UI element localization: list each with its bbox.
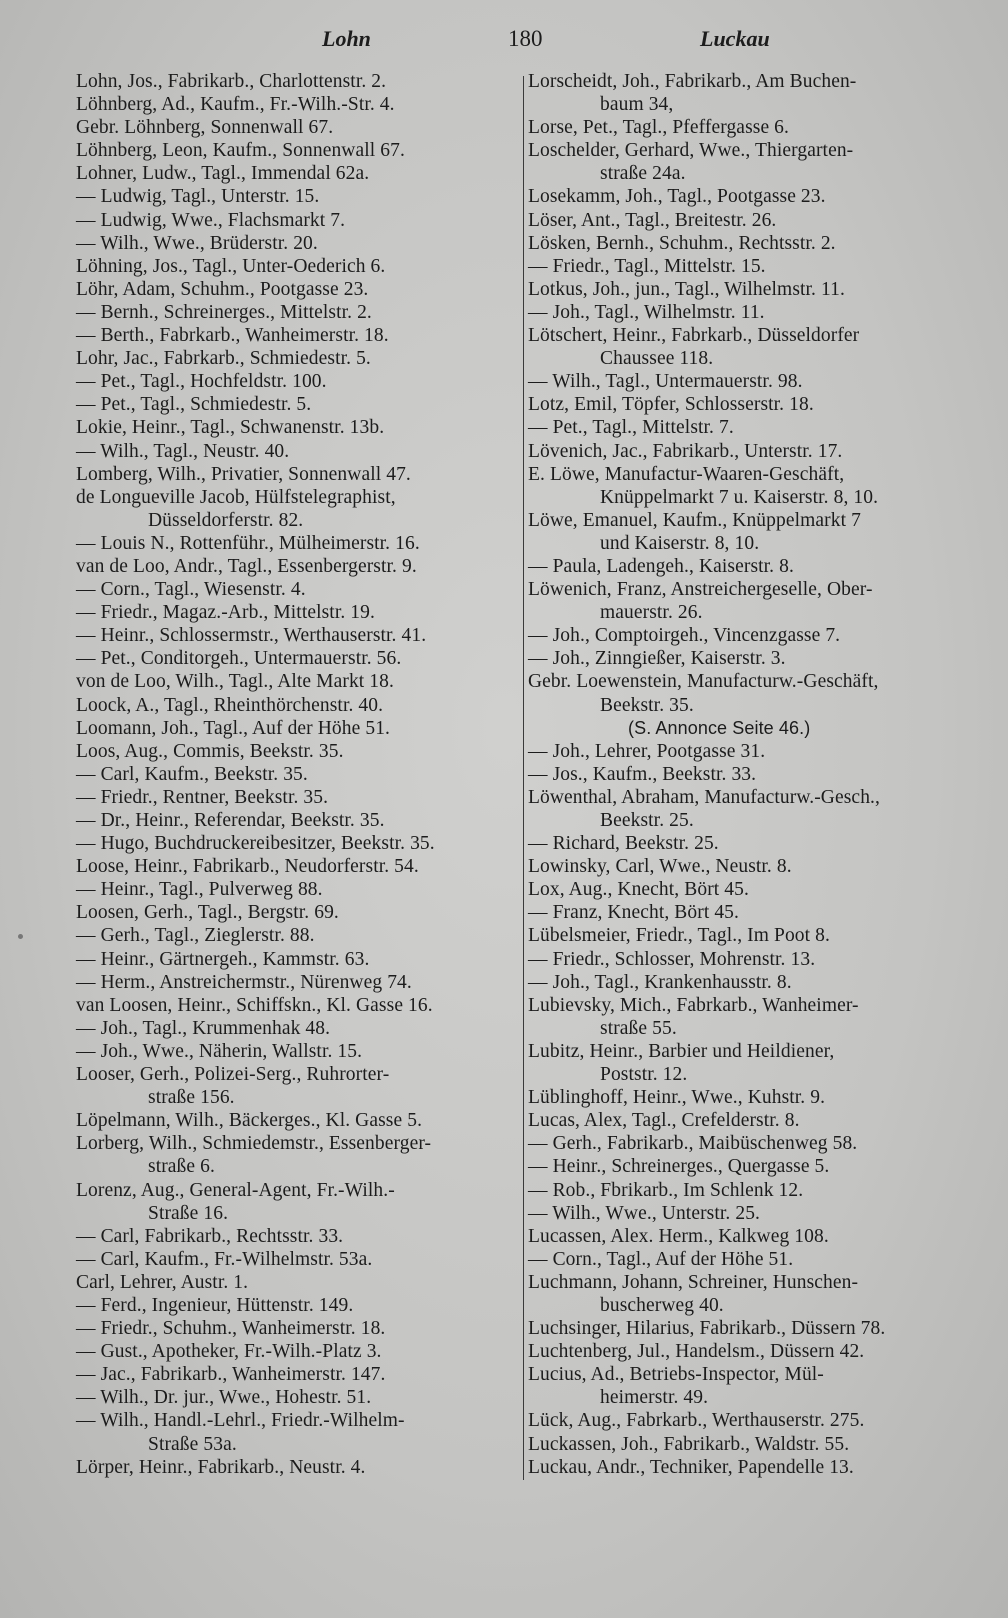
directory-entry-line: — Carl, Fabrikarb., Rechtsstr. 33.: [76, 1225, 344, 1247]
left-column: [76, 70, 501, 1479]
directory-entry-line: Löwenich, Franz, Anstreichergeselle, Ober-: [528, 579, 873, 601]
entry-continuation-line: und Kaiserstr. 8, 10.: [600, 532, 760, 554]
directory-entry-line: — Heinr., Schreinerges., Quergasse 5.: [528, 1156, 830, 1178]
directory-entry-line: Luckau, Andr., Techniker, Papendelle 13.: [528, 1456, 854, 1478]
directory-entry-line: Lomberg, Wilh., Privatier, Sonnenwall 47.: [76, 463, 411, 485]
directory-entry-line: Lubitz, Heinr., Barbier und Heildiener,: [528, 1040, 835, 1062]
left-catchword: Lohn: [322, 26, 371, 51]
directory-entry-line: Löser, Ant., Tagl., Breitestr. 26.: [528, 209, 777, 231]
entry-continuation-line: Straße 53a.: [148, 1433, 237, 1455]
entry-continuation-line: straße 55.: [600, 1017, 677, 1039]
directory-entry-line: — Joh., Wwe., Näherin, Wallstr. 15.: [76, 1040, 363, 1062]
entry-continuation-line: Straße 16.: [148, 1202, 229, 1224]
directory-entry-line: Lucius, Ad., Betriebs-Inspector, Mül-: [528, 1364, 824, 1386]
entry-continuation-line: straße 24a.: [600, 163, 686, 185]
column-divider: [523, 76, 524, 1480]
directory-entry-line: — Friedr., Rentner, Beekstr. 35.: [76, 786, 329, 808]
entry-continuation-line: straße 6.: [148, 1156, 215, 1178]
directory-entry-line: — Pet., Tagl., Hochfeldstr. 100.: [76, 371, 327, 393]
directory-entry-line: Lubievsky, Mich., Fabrkarb., Wanheimer-: [528, 994, 859, 1016]
directory-entry-line: Losekamm, Joh., Tagl., Pootgasse 23.: [528, 186, 826, 208]
entry-continuation-line: Düsseldorferstr. 82.: [148, 509, 304, 531]
directory-entry-line: Lucas, Alex, Tagl., Crefelderstr. 8.: [528, 1110, 800, 1132]
directory-entry-line: Lorenz, Aug., General-Agent, Fr.-Wilh.-: [76, 1179, 395, 1201]
entry-continuation-line: mauerstr. 26.: [600, 602, 703, 624]
directory-entry-line: — Carl, Kaufm., Beekstr. 35.: [76, 763, 308, 785]
directory-entry-line: — Bernh., Schreinerges., Mittelstr. 2.: [76, 301, 372, 323]
directory-entry-line: — Louis N., Rottenführ., Mülheimerstr. 16.: [76, 532, 420, 554]
directory-entry-line: Loock, A., Tagl., Rheinthörchenstr. 40.: [76, 694, 384, 716]
directory-entry-line: Lohn, Jos., Fabrikarb., Charlottenstr. 2.: [76, 71, 387, 92]
directory-entry-line: Lorscheidt, Joh., Fabrikarb., Am Buchen-: [528, 71, 857, 92]
directory-entry-line: — Friedr., Magaz.-Arb., Mittelstr. 19.: [76, 602, 375, 624]
directory-entry-line: E. Löwe, Manufactur-Waaren-Geschäft,: [528, 463, 845, 485]
directory-entry-line: Lotz, Emil, Töpfer, Schlosserstr. 18.: [528, 394, 814, 416]
directory-entry-line: — Wilh., Tagl., Untermauerstr. 98.: [528, 371, 803, 393]
directory-entry-line: Löwenthal, Abraham, Manufacturw.-Gesch.,: [528, 786, 880, 808]
annotation-line: (S. Annonce Seite 46.): [628, 717, 811, 738]
directory-entry-line: van Loosen, Heinr., Schiffskn., Kl. Gasse 16.: [76, 994, 433, 1016]
directory-entry-line: — Franz, Knecht, Bört 45.: [528, 902, 740, 924]
right-column: [528, 70, 958, 1479]
directory-entry-line: — Friedr., Schuhm., Wanheimerstr. 18.: [76, 1318, 386, 1340]
directory-entry-line: — Paula, Ladengeh., Kaiserstr. 8.: [528, 555, 794, 577]
directory-entry-line: Lövenich, Jac., Fabrikarb., Unterstr. 17.: [528, 440, 843, 462]
directory-entry-line: — Heinr., Gärtnergeh., Kammstr. 63.: [76, 948, 370, 970]
directory-entry-line: Lück, Aug., Fabrkarb., Werthauserstr. 275.: [528, 1410, 865, 1432]
directory-entry-line: — Dr., Heinr., Referendar, Beekstr. 35.: [76, 810, 385, 831]
directory-entry-line: Löhr, Adam, Schuhm., Pootgasse 23.: [76, 278, 369, 300]
directory-entry-line: — Jac., Fabrikarb., Wanheimerstr. 147.: [76, 1364, 386, 1386]
directory-entry-line: Luckassen, Joh., Fabrikarb., Waldstr. 55.: [528, 1433, 850, 1455]
directory-entry-line: Löhnberg, Leon, Kaufm., Sonnenwall 67.: [76, 140, 405, 162]
entry-continuation-line: Poststr. 12.: [600, 1064, 688, 1086]
directory-entry-line: Lorberg, Wilh., Schmiedemstr., Essenberger-: [76, 1133, 432, 1155]
directory-entry-line: — Wilh., Wwe., Unterstr. 25.: [528, 1202, 761, 1224]
entry-continuation-line: Beekstr. 25.: [600, 810, 694, 831]
directory-entry-line: — Gerh., Tagl., Zieglerstr. 88.: [76, 925, 315, 947]
directory-entry-line: — Pet., Conditorgeh., Untermauerstr. 56.: [76, 648, 402, 670]
directory-entry-line: Lösken, Bernh., Schuhm., Rechtsstr. 2.: [528, 232, 836, 254]
directory-entry-line: — Carl, Kaufm., Fr.-Wilhelmstr. 53a.: [76, 1248, 373, 1270]
directory-entry-line: — Wilh., Wwe., Brüderstr. 20.: [76, 232, 318, 254]
directory-entry-line: Looser, Gerh., Polizei-Serg., Ruhrorter-: [76, 1064, 390, 1086]
directory-entry-line: Carl, Lehrer, Austr. 1.: [76, 1271, 249, 1293]
directory-entry-line: — Ludwig, Wwe., Flachsmarkt 7.: [76, 209, 346, 231]
entry-continuation-line: Chaussee 118.: [600, 348, 714, 370]
directory-entry-line: — Joh., Tagl., Krankenhausstr. 8.: [528, 971, 792, 993]
directory-entry-line: — Pet., Tagl., Mittelstr. 7.: [528, 417, 734, 439]
directory-entry-line: — Pet., Tagl., Schmiedestr. 5.: [76, 394, 312, 416]
directory-entry-line: — Joh., Lehrer, Pootgasse 31.: [528, 740, 766, 762]
directory-entry-line: Gebr. Loewenstein, Manufacturw.-Geschäft,: [528, 671, 879, 693]
directory-entry-line: — Joh., Tagl., Krummenhak 48.: [76, 1017, 331, 1039]
directory-entry-line: Lucassen, Alex. Herm., Kalkweg 108.: [528, 1225, 829, 1247]
entry-continuation-line: Knüppelmarkt 7 u. Kaiserstr. 8, 10.: [600, 486, 879, 508]
directory-entry-line: — Corn., Tagl., Wiesenstr. 4.: [76, 579, 306, 601]
directory-entry-line: van de Loo, Andr., Tagl., Essenbergerstr. 9.: [76, 555, 417, 577]
paper-speck: [18, 934, 23, 939]
directory-entry-line: Lorse, Pet., Tagl., Pfeffergasse 6.: [528, 117, 789, 139]
directory-entry-line: — Friedr., Schlosser, Mohrenstr. 13.: [528, 948, 816, 970]
entry-continuation-line: straße 156.: [148, 1087, 235, 1109]
directory-entry-line: Loose, Heinr., Fabrikarb., Neudorferstr. 54.: [76, 856, 419, 878]
directory-entry-line: Lox, Aug., Knecht, Bört 45.: [528, 879, 749, 901]
directory-entry-line: von de Loo, Wilh., Tagl., Alte Markt 18.: [76, 671, 394, 693]
entry-continuation-line: Beekstr. 35.: [600, 694, 694, 716]
directory-entry-line: — Richard, Beekstr. 25.: [528, 833, 719, 855]
entry-continuation-line: heimerstr. 49.: [600, 1387, 709, 1409]
directory-entry-line: — Joh., Comptoirgeh., Vincenzgasse 7.: [528, 625, 841, 647]
directory-entry-line: — Heinr., Tagl., Pulverweg 88.: [76, 879, 323, 901]
directory-entry-line: — Wilh., Dr. jur., Wwe., Hohestr. 51.: [76, 1387, 372, 1409]
directory-entry-line: Lüblinghoff, Heinr., Wwe., Kuhstr. 9.: [528, 1087, 826, 1109]
directory-entry-line: — Friedr., Tagl., Mittelstr. 15.: [528, 255, 766, 277]
directory-entry-line: Lohner, Ludw., Tagl., Immendal 62a.: [76, 163, 370, 185]
directory-entry-line: — Wilh., Tagl., Neustr. 40.: [76, 440, 290, 462]
directory-entry-line: Loomann, Joh., Tagl., Auf der Höhe 51.: [76, 717, 391, 739]
directory-entry-line: — Heinr., Schlossermstr., Werthauserstr. 41.: [76, 625, 427, 647]
directory-entry-line: Löwe, Emanuel, Kaufm., Knüppelmarkt 7: [528, 509, 861, 531]
entry-continuation-line: buscherweg 40.: [600, 1294, 724, 1316]
directory-entry-line: Loos, Aug., Commis, Beekstr. 35.: [76, 740, 344, 762]
directory-entry-line: Lowinsky, Carl, Wwe., Neustr. 8.: [528, 856, 792, 878]
entry-continuation-line: baum 34,: [600, 94, 674, 116]
directory-entry-line: — Rob., Fbrikarb., Im Schlenk 12.: [528, 1179, 804, 1201]
directory-entry-line: — Corn., Tagl., Auf der Höhe 51.: [528, 1248, 794, 1270]
directory-entry-line: Lötschert, Heinr., Fabrkarb., Düsseldorfer: [528, 325, 860, 347]
directory-entry-line: Lübelsmeier, Friedr., Tagl., Im Poot 8.: [528, 925, 830, 947]
directory-entry-line: Loosen, Gerh., Tagl., Bergstr. 69.: [76, 902, 339, 924]
directory-entry-line: — Berth., Fabrkarb., Wanheimerstr. 18.: [76, 325, 389, 347]
directory-entry-line: Luchsinger, Hilarius, Fabrikarb., Düssern 78.: [528, 1318, 886, 1340]
directory-entry-line: Loschelder, Gerhard, Wwe., Thiergarten-: [528, 140, 854, 162]
page-number: 180: [508, 26, 543, 51]
directory-entry-line: Lokie, Heinr., Tagl., Schwanenstr. 13b.: [76, 417, 385, 439]
directory-entry-line: — Herm., Anstreichermstr., Nürenweg 74.: [76, 971, 412, 993]
directory-entry-line: — Wilh., Handl.-Lehrl., Friedr.-Wilhelm-: [76, 1410, 405, 1432]
directory-entry-line: Löhning, Jos., Tagl., Unter-Oederich 6.: [76, 255, 386, 277]
directory-entry-line: de Longueville Jacob, Hülfstelegraphist,: [76, 486, 396, 508]
right-catchword: Luckau: [700, 26, 770, 51]
directory-entry-line: Luchtenberg, Jul., Handelsm., Düssern 42.: [528, 1341, 865, 1363]
directory-entry-line: Lohr, Jac., Fabrkarb., Schmiedestr. 5.: [76, 348, 371, 370]
directory-entry-line: — Gerh., Fabrikarb., Maibüschenweg 58.: [528, 1133, 858, 1155]
directory-entry-line: Luchmann, Johann, Schreiner, Hunschen-: [528, 1271, 859, 1293]
directory-entry-line: — Jos., Kaufm., Beekstr. 33.: [528, 763, 757, 785]
directory-entry-line: — Gust., Apotheker, Fr.-Wilh.-Platz 3.: [76, 1341, 382, 1363]
directory-entry-line: Gebr. Löhnberg, Sonnenwall 67.: [76, 117, 334, 139]
directory-entry-line: — Ferd., Ingenieur, Hüttenstr. 149.: [76, 1294, 354, 1316]
directory-entry-line: Löpelmann, Wilh., Bäckerges., Kl. Gasse 5.: [76, 1110, 423, 1132]
directory-entry-line: Lörper, Heinr., Fabrikarb., Neustr. 4.: [76, 1456, 366, 1478]
directory-entry-line: Lotkus, Joh., jun., Tagl., Wilhelmstr. 11.: [528, 278, 845, 300]
directory-entry-line: — Ludwig, Tagl., Unterstr. 15.: [76, 186, 320, 208]
directory-entry-line: — Joh., Zinngießer, Kaiserstr. 3.: [528, 648, 786, 670]
directory-entry-line: — Hugo, Buchdruckereibesitzer, Beekstr. 35.: [76, 833, 435, 855]
directory-entry-line: Löhnberg, Ad., Kaufm., Fr.-Wilh.-Str. 4.: [76, 94, 395, 116]
directory-entry-line: — Joh., Tagl., Wilhelmstr. 11.: [528, 301, 765, 323]
